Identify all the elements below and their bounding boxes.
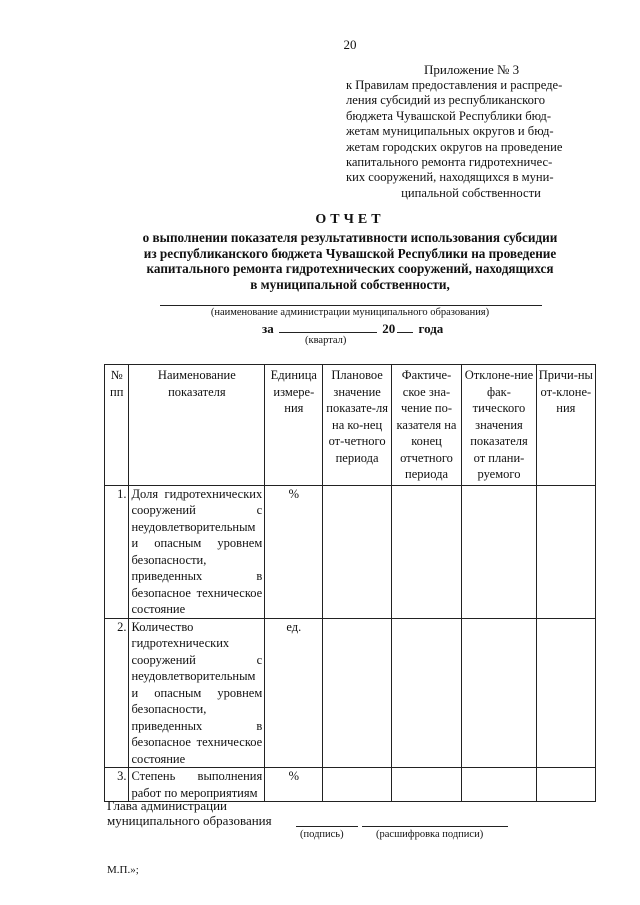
row-plan-cell (323, 768, 391, 802)
header-plan: Плановое значение показате-ля на ко-нец от-четного периода (323, 365, 391, 486)
row-num: 2. (105, 618, 129, 768)
signature-line2: муниципального образования (107, 813, 272, 828)
decode-caption: (расшифровка подписи) (376, 829, 484, 840)
row-unit: % (265, 768, 323, 802)
table-row (105, 618, 596, 768)
subtitle-line: в муниципальной собственности, (250, 276, 450, 292)
header-num: № пп (105, 365, 129, 486)
header-deviation: Отклоне-ние фак-тического значения показателя от плани-руемого (462, 365, 537, 486)
sign-line (296, 826, 358, 827)
header-fact: Фактиче-ское зна-чение по-казателя на конец отчетного периода (391, 365, 461, 486)
row-name: Степень выполнения работ по мероприятиям (129, 768, 265, 802)
row-unit: ед. (265, 618, 323, 768)
appendix-line: ких сооружений, находящихся в муни- (346, 170, 554, 185)
subtitle-line: капитального ремонта гидротехнических сооружений, находящихся (146, 261, 554, 277)
quarter-caption: (квартал) (305, 335, 347, 346)
row-deviation-cell (462, 768, 537, 802)
table-row (105, 768, 596, 802)
row-name: Доля гидротехнических сооружений с неудовлетворительным и опасным уровнем безопасности, приведенных в безопасное техническое состояние (129, 485, 265, 618)
row-name: Количество гидротехнических сооружений с неудовлетворительным и опасным уровнем безопасности, приведенных в безопасное техническое состояние (129, 618, 265, 768)
report-table (104, 364, 596, 802)
row-unit: % (265, 485, 323, 618)
header-name: Наименование показателя (129, 365, 265, 486)
za-label: за (262, 321, 274, 336)
header-unit: Единица измере-ния (265, 365, 323, 486)
table-header-row (105, 365, 596, 486)
row-deviation-cell (462, 618, 537, 768)
appendix-line: ления субсидий из республиканского (346, 93, 546, 108)
row-fact-cell (391, 485, 461, 618)
appendix-line: капитального ремонта гидротехничес- (346, 155, 553, 170)
appendix-line: к Правилам предоставления и распреде- (346, 78, 563, 92)
row-reason-cell (536, 485, 595, 618)
year-blank (397, 320, 413, 333)
row-plan-cell (323, 618, 391, 768)
quarter-blank (279, 320, 377, 333)
row-fact-cell (391, 618, 461, 768)
row-reason-cell (536, 768, 595, 802)
table-row (105, 485, 596, 618)
appendix-line: жетам муниципальных округов и бюд- (346, 124, 554, 139)
year-prefix: 20 (382, 321, 396, 336)
appendix-line: ципальной собственности (401, 185, 541, 200)
admin-name-line (160, 305, 542, 306)
report-title: ОТЧЕТ (315, 212, 385, 227)
admin-caption: (наименование администрации муниципального образования) (210, 307, 490, 318)
appendix-title: Приложение № 3 (424, 62, 520, 77)
signature-block (107, 798, 272, 828)
report-subtitle (110, 230, 590, 292)
stamp-label: М.П.»; (107, 864, 139, 876)
signature-line1: Глава администрации (107, 798, 228, 813)
appendix-line: жетам городских округов на проведение (346, 139, 563, 154)
row-deviation-cell (462, 485, 537, 618)
decode-line (362, 826, 508, 827)
year-suffix: года (418, 321, 444, 336)
row-reason-cell (536, 618, 595, 768)
page-number: 20 (343, 37, 357, 52)
period-line (262, 320, 443, 337)
row-num: 3. (105, 768, 129, 802)
row-fact-cell (391, 768, 461, 802)
row-num: 1. (105, 485, 129, 618)
row-plan-cell (323, 485, 391, 618)
sign-caption: (подпись) (300, 829, 344, 840)
subtitle-line: из республиканского бюджета Чувашской Республики на проведение (143, 245, 557, 261)
subtitle-line: о выполнении показателя результативности использования субсидии (142, 230, 558, 245)
appendix-body (346, 78, 596, 201)
appendix-line: бюджета Чувашской Республики бюд- (346, 108, 552, 123)
header-reason: Причи-ны от-клоне-ния (536, 365, 595, 486)
